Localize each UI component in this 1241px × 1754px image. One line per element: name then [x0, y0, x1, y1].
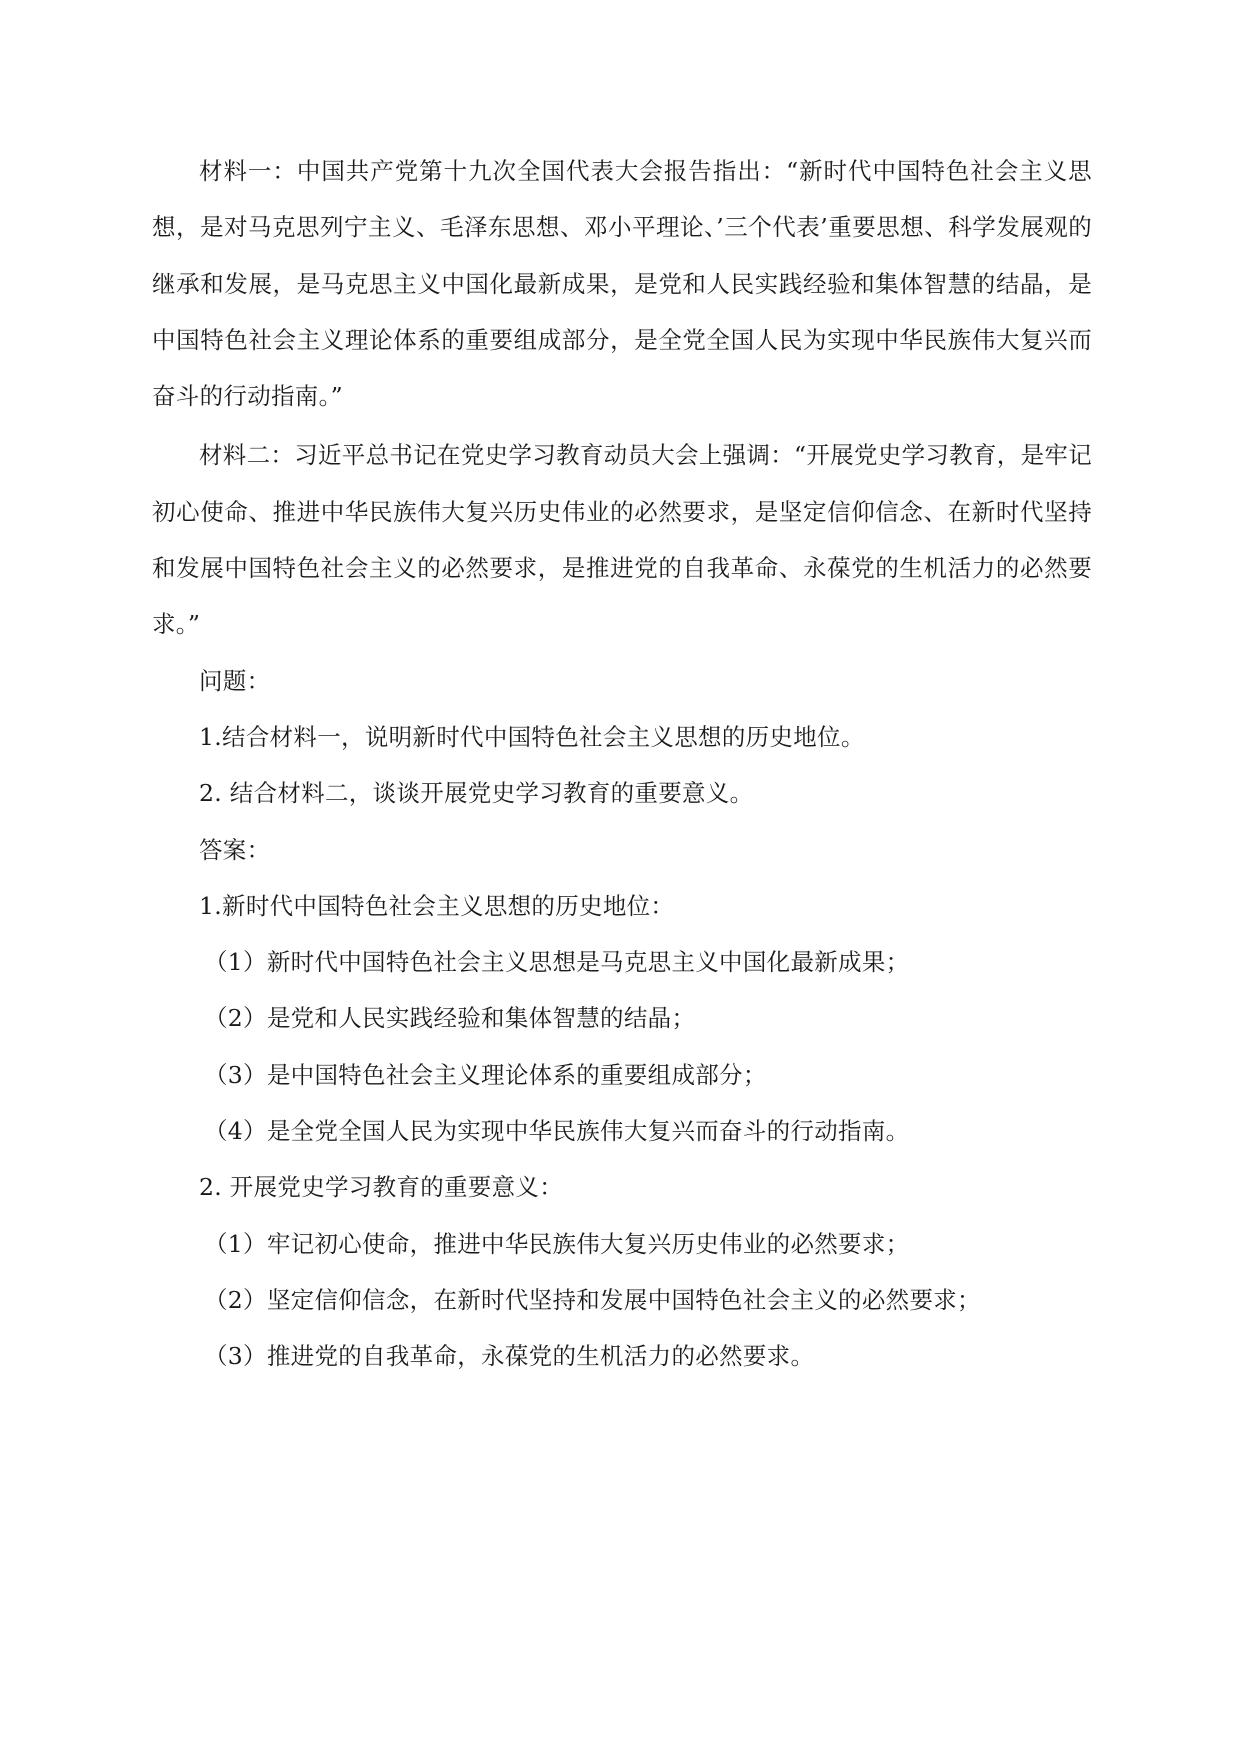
answer-heading: 答案：: [199, 835, 271, 864]
answer-one-heading: 1.新时代中国特色社会主义思想的历史地位：: [199, 891, 675, 920]
answer-two-heading: 2. 开展党史学习教育的重要意义：: [199, 1173, 563, 1202]
question-heading: 问题：: [199, 666, 271, 695]
answer-two-item-3: （3）推进党的自我革命，永葆党的生机活力的必然要求。: [204, 1342, 815, 1371]
material-two-paragraph: 材料二：习近平总书记在党史学习教育动员大会上强调：“开展党史学习教育，是牢记初心使命、推进中华民族伟大复兴历史伟业的必然要求，是坚定信仰信念、在新时代坚持和发展中国特色社会主义的必然要求，是推进党的自我革命、永葆党的生机活力的必然要求。”: [152, 441, 1092, 639]
answer-two-item-2: （2）坚定信仰信念，在新时代坚持和发展中国特色社会主义的必然要求；: [204, 1285, 981, 1314]
answer-one-item-2: （2）是党和人民实践经验和集体智慧的结晶；: [204, 1004, 696, 1033]
question-item-2: 2. 结合材料二，谈谈开展党史学习教育的重要意义。: [199, 779, 754, 808]
answer-one-item-1: （1）新时代中国特色社会主义思想是马克思主义中国化最新成果；: [204, 948, 910, 977]
question-item-1: 1.结合材料一，说明新时代中国特色社会主义思想的历史地位。: [199, 722, 865, 751]
answer-two-item-1: （1）牢记初心使命，推进中华民族伟大复兴历史伟业的必然要求；: [204, 1229, 910, 1258]
document-body: [152, 143, 1092, 1385]
answer-one-item-3: （3）是中国特色社会主义理论体系的重要组成部分；: [204, 1060, 767, 1089]
answer-one-item-4: （4）是全党全国人民为实现中华民族伟大复兴而奋斗的行动指南。: [204, 1117, 910, 1146]
material-one-paragraph: 材料一：中国共产党第十九次全国代表大会报告指出：“新时代中国特色社会主义思想，是对马克思列宁主义、毛泽东思想、邓小平理论、’三个代表’重要思想、科学发展观的继承和发展，是马克思主义中国化最新成果，是党和人民实践经验和集体智慧的结晶，是中国特色社会主义理论体系的重要组成部分，是全党全国人民为实现中华民族伟大复兴而奋斗的行动指南。”: [152, 157, 1092, 411]
